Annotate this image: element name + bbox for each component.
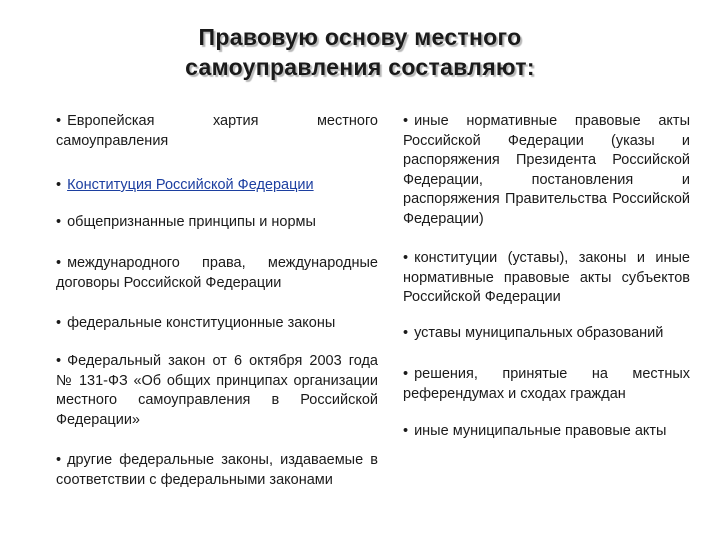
item-text: международного права, международные договоры Российской Федерации: [56, 255, 378, 291]
bullet: •: [403, 366, 409, 382]
list-item: [403, 112, 690, 229]
bullet: •: [403, 113, 409, 129]
item-text: федеральные конституционные законы: [67, 315, 336, 331]
item-text: решения, принятые на местных референдумах и сходах граждан: [403, 366, 690, 402]
bullet: •: [403, 250, 409, 266]
item-text: Федеральный закон от 6 октября 2003 года № 131-ФЗ «Об общих принципах организации местного самоуправления в Российской Федерации»: [56, 353, 378, 428]
bullet: •: [56, 214, 62, 230]
page-title: [0, 22, 720, 82]
list-item: [56, 213, 378, 233]
bullet: •: [56, 113, 62, 129]
bullet: •: [56, 452, 62, 468]
bullet: •: [56, 315, 62, 331]
list-item: [56, 254, 378, 293]
title-line-2: самоуправления составляют:: [185, 54, 535, 80]
list-item: [56, 314, 378, 334]
item-text: другие федеральные законы, издаваемые в соответствии с федеральными законами: [56, 452, 378, 488]
item-text: иные муниципальные правовые акты: [414, 423, 667, 439]
title-line-1: Правовую основу местного: [198, 24, 522, 50]
list-item: [403, 249, 690, 308]
item-text: иные нормативные правовые акты Российской Федерации (указы и распоряжения Президента Российской Федерации, постановления и распоряжения Правительства Российской Федерации): [403, 113, 690, 227]
list-item: [403, 365, 690, 404]
item-text: общепризнанные принципы и нормы: [67, 214, 316, 230]
constitution-link[interactable]: Конституция Российской Федерации: [67, 177, 314, 193]
item-text: Европейская хартия местного самоуправления: [56, 113, 378, 149]
list-item: [56, 451, 378, 490]
bullet: •: [56, 177, 62, 193]
item-text: уставы муниципальных образований: [414, 325, 664, 341]
list-item: [56, 112, 378, 151]
bullet: •: [56, 255, 62, 271]
bullet: •: [403, 423, 409, 439]
bullet: •: [403, 325, 409, 341]
list-item: [56, 352, 378, 430]
item-text: конституции (уставы), законы и иные нормативные правовые акты субъектов Российской Федерации: [403, 250, 690, 305]
list-item: [403, 422, 690, 442]
list-item: [56, 176, 378, 196]
list-item: [403, 324, 690, 344]
bullet: •: [56, 353, 62, 369]
